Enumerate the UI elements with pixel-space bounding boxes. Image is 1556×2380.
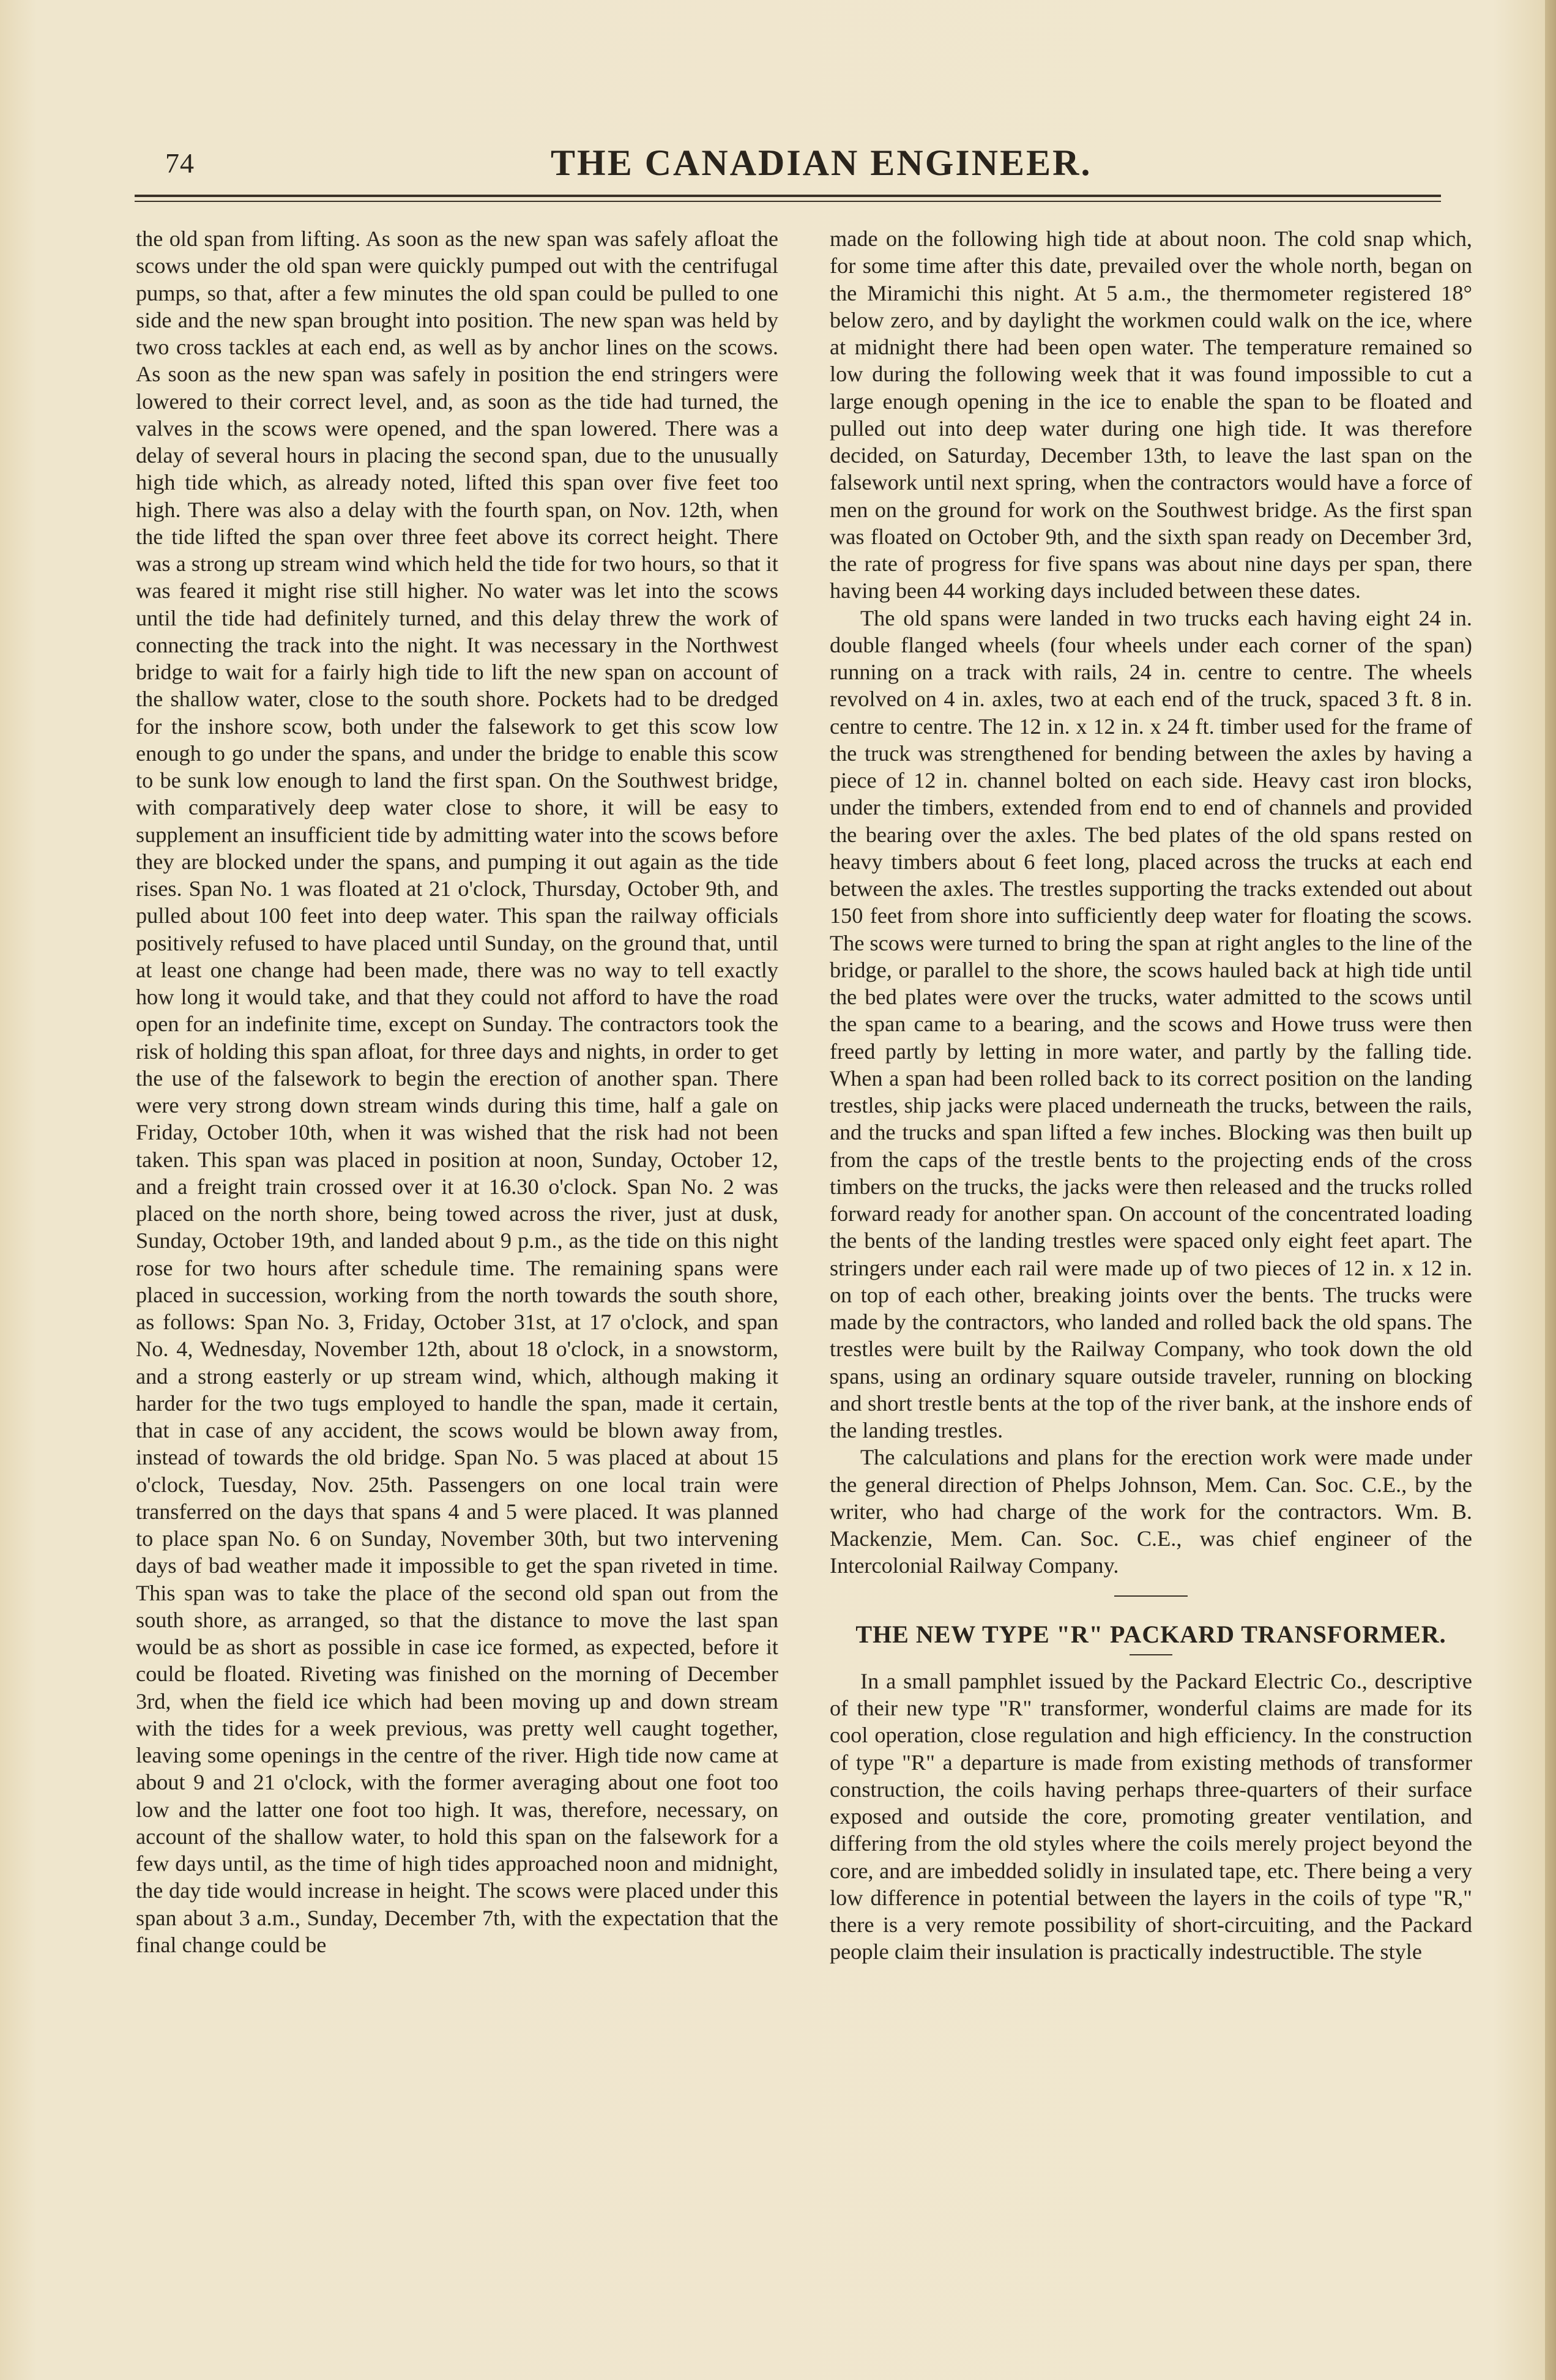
- left-column: [136, 225, 778, 1958]
- right-column: [830, 225, 1472, 1966]
- right-paragraph: The calculations and plans for the erection work were made under the general direction of Phelps Johnson, Mem. Can. Soc. C.E., by the writer, who had charge of the work for the contractors. Wm. B. Mackenzie, Mem. Can. Soc. C.E., was chief engineer of the Intercolonial Railway Company.: [830, 1445, 1472, 1578]
- title-rule: [1130, 1654, 1172, 1655]
- page-number: 74: [165, 147, 195, 179]
- right-paragraph: The old spans were landed in two trucks each having eight 24 in. double flanged wheels (four wheels under each corner of the span) running on a track with rails, 24 in. centre to centre. The wheels revolved on 4 in. axles, two at each end of the truck, spaced 3 ft. 8 in. centre to centre. The 12 in. x 12 in. x 24 ft. timber used for the frame of the truck was strengthened for bending between the axles by having a piece of 12 in. channel bolted on each side. Heavy cast iron blocks, under the timbers, extended from end to end of channels and provided the bearing over the axles. The bed plates of the old spans rested on heavy timbers about 6 feet long, placed across the trucks at each end between the axles. The trestles supporting the tracks extended out about 150 feet from shore into sufficiently deep water for floating the scows. The scows were turned to bring the span at right angles to the line of the bridge, or parallel to the shore, the scows hauled back at high tide until the bed plates were over the trucks, water admitted to the scows until the span came to a bearing, and the scows and Howe truss were then freed partly by letting in more water, and partly by the falling tide. When a span had been rolled back to its correct position on the landing trestles, ship jacks were placed underneath the trucks, between the rails, and the trucks and span lifted a few inches. Blocking was then built up from the caps of the trestle bents to the projecting ends of the cross timbers on the trucks, the jacks were then released and the trucks rolled forward ready for another span. On account of the concentrated loading the bents of the landing trestles were spaced only eight feet apart. The stringers under each rail were made up of two pieces of 12 in. x 12 in. on top of each other, breaking joints over the bents. The trucks were made by the contractors, who landed and rolled back the old spans. The trestles were built by the Railway Company, who took down the old spans, using an ordinary square outside traveler, running on blocking and short trestle bents at the top of the river bank, at the inshore ends of the landing trestles.: [830, 605, 1472, 1442]
- right-paragraph: made on the following high tide at about noon. The cold snap which, for some time after this date, prevailed over the whole north, began on the Miramichi this night. At 5 a.m., the thermometer registered 18° below zero, and by daylight the workmen could walk on the ice, where at midnight there had been open water. The temperature remained so low during the following week that it was found impossible to cut a large enough opening in the ice to enable the span to be floated and pulled out into deep water during one high tide. It was therefore decided, on Saturday, December 13th, to leave the last span on the falsework until next spring, when the contractors would have a force of men on the ground for work on the Southwest bridge. As the first span was floated on October 9th, and the sixth span ready on December 3rd, the rate of progress for five spans was about nine days per span, there having been 44 working days included between these dates.: [830, 226, 1472, 603]
- running-head: THE CANADIAN ENGINEER.: [551, 143, 1092, 183]
- section-divider: [1114, 1595, 1188, 1597]
- page-edge: [1545, 0, 1556, 2380]
- header-rule: [135, 195, 1441, 197]
- left-paragraph: the old span from lifting. As soon as the new span was safely afloat the scows under the old span were quickly pumped out with the centrifugal pumps, so that, after a few minutes the old span could be pulled to one side and the new span brought into position. The new span was held by two cross tackles at each end, as well as by anchor lines on the scows. As soon as the new span was safely in position the end stringers were lowered to their correct level, and, as soon as the tide had turned, the valves in the scows were opened, and the span lowered. There was a delay of several hours in placing the second span, due to the unusually high tide which, as already noted, lifted this span over five feet too high. There was also a delay with the fourth span, on Nov. 12th, when the tide lifted the span over three feet above its correct height. There was a strong up stream wind which held the tide for two hours, so that it was feared it might rise still higher. No water was let into the scows until the tide had definitely turned, and this delay threw the work of connecting the track into the night. It was necessary in the Northwest bridge to wait for a fairly high tide to lift the new span on account of the shallow water, close to the south shore. Pockets had to be dredged for the inshore scow, both under the falsework to get this scow low enough to go under the spans, and under the bridge to enable this scow to be sunk low enough to land the first span. On the Southwest bridge, with comparatively deep water close to shore, it will be easy to supplement an insufficient tide by admitting water into the scows before they are blocked under the spans, and pumping it out again as the tide rises. Span No. 1 was floated at 21 o'clock, Thursday, October 9th, and pulled about 100 feet into deep water. This span the railway officials positively refused to have placed until Sunday, on the ground that, until at least one change had been made, there was no way to tell exactly how long it would take, and that they could not afford to have the road open for an indefinite time, except on Sunday. The contractors took the risk of holding this span afloat, for three days and nights, in order to get the use of the falsework to begin the erection of another span. There were very strong down stream winds during this time, half a gale on Friday, October 10th, when it was wished that the risk had not been taken. This span was placed in position at noon, Sunday, October 12, and a freight train crossed over it at 16.30 o'clock. Span No. 2 was placed on the north shore, being towed across the river, just at dusk, Sunday, October 19th, and landed about 9 p.m., as the tide on this night rose for two hours after schedule time. The remaining spans were placed in succession, working from the north towards the south shore, as follows: Span No. 3, Friday, October 31st, at 17 o'clock, and span No. 4, Wednesday, November 12th, about 18 o'clock, in a snowstorm, and a strong easterly or up stream wind, which, although making it harder for the two tugs employed to handle the span, made it certain, that in case of any accident, the scows would be blown away from, instead of towards the old bridge. Span No. 5 was placed at about 15 o'clock, Tuesday, Nov. 25th. Passengers on one local train were transferred on the days that spans 4 and 5 were placed. It was planned to place span No. 6 on Sunday, November 30th, but two intervening days of bad weather made it impossible to get the span riveted in time. This span was to take the place of the second old span out from the south shore, as arranged, so that the distance to move the last span would be as short as possible in case ice formed, as expected, before it could be floated. Riveting was finished on the morning of December 3rd, when the field ice which had been moving up and down stream with the tides for a week previous, was pretty well caught together, leaving some openings in the centre of the river. High tide now came at about 9 and 21 o'clock, with the former averaging about one foot too low and the latter one foot too high. It was, therefore, necessary, on account of the shallow water, to hold this span on the falsework for a few days until, as the time of high tides approached noon and midnight, the day tide would increase in height. The scows were placed under this span about 3 a.m., Sunday, December 7th, with the expectation that the final change could be: [136, 226, 778, 1957]
- header-rule-thin: [135, 201, 1441, 202]
- right-paragraph: In a small pamphlet issued by the Packard Electric Co., descriptive of their new type "R" transformer, wonderful claims are made for its cool operation, close regulation and high efficiency. In the construction of type "R" a departure is made from existing methods of transformer construction, the coils having perhaps three-quarters of their surface exposed and outside the core, promoting greater ventilation, and differing from the old styles where the coils merely project beyond the core, and are imbedded solidly in insulated tape, etc. There being a very low difference in potential between the layers in the coils of type "R," there is a very remote possibility of short-circuiting, and the Packard people claim their insulation is practically indestructible. The style: [830, 1668, 1472, 1964]
- article-title: THE NEW TYPE "R" PACKARD TRANSFORMER.: [855, 1620, 1446, 1648]
